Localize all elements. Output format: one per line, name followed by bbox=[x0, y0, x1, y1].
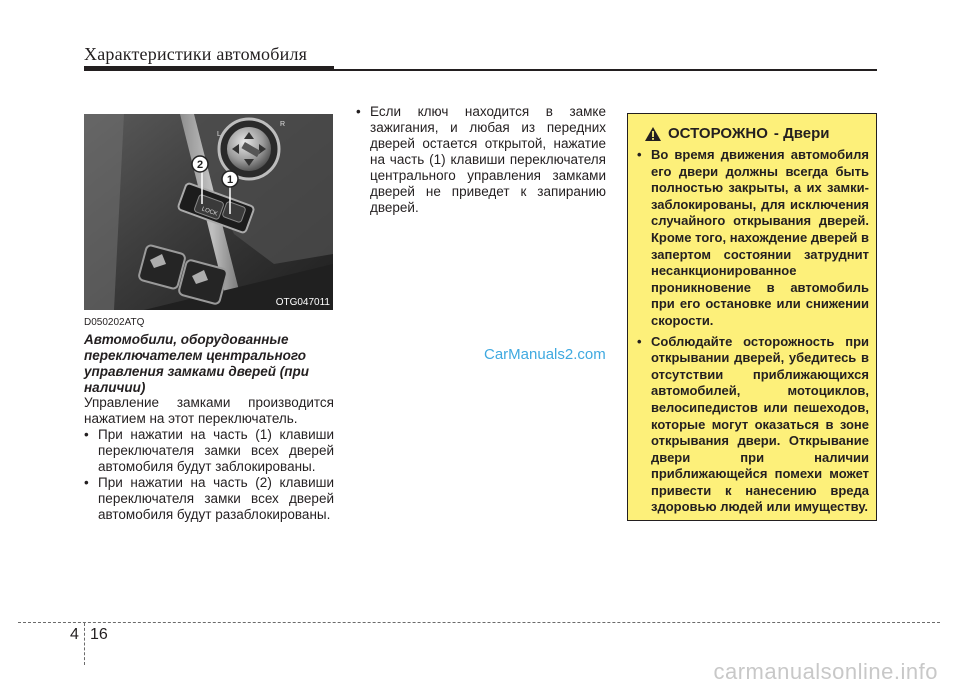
ignition-note-list bbox=[356, 104, 606, 216]
lock-instructions-list bbox=[84, 427, 334, 523]
list-item: • Во время движения автомобиля его двери должны всегда быть полностью закрыты, а их замки-заблокированы, для исключения случайного открывания дверей. Кроме того, нахождение дверей в запертом состоянии затруднит несанкционированное проникновение в автомобиль при его остановке или снижении скорости. bbox=[637, 147, 869, 330]
intro-paragraph: Управление замками производится нажатием на этот переключатель. bbox=[84, 395, 334, 426]
warning-subtitle: - Двери bbox=[773, 125, 830, 142]
label-r: R bbox=[280, 121, 286, 128]
warning-triangle-icon bbox=[644, 126, 662, 142]
header-rule-thick bbox=[84, 66, 334, 71]
page-number: 16 bbox=[90, 626, 108, 643]
list-item: • Если ключ находится в замке зажигания, и любая из передних дверей остается открытой, нажатие на часть (1) клавиши переключателя центрального управления замками дверей не приведет к запиранию дверей. bbox=[356, 104, 606, 216]
list-item: • При нажатии на часть (2) клавиши переключателя замки всех дверей автомобиля будут разаблокированы. bbox=[84, 475, 334, 523]
warning-list bbox=[637, 147, 869, 516]
list-item: • Соблюдайте осторожность при открывании дверей, убедитесь в отсутствии приближающихся автомобилей, мотоциклов, велосипедистов или пешеходов, которые могут оказаться в зоне открывания двери. Открывание двери при наличии приближающейся помехи может привести к нанесению вреда здоровью людей или имуществу. bbox=[637, 334, 869, 517]
callout-2: 2 bbox=[196, 159, 204, 171]
label-l: L bbox=[217, 131, 221, 138]
callout-1: 1 bbox=[226, 174, 234, 186]
chapter-number: 4 bbox=[70, 626, 79, 643]
door-switch-photo bbox=[84, 114, 333, 310]
warning-box bbox=[627, 113, 877, 521]
document-code: D050202ATQ bbox=[84, 317, 145, 328]
carmanuals-watermark: CarManuals2.com bbox=[484, 346, 606, 363]
figure-code: OTG047011 bbox=[275, 297, 330, 308]
label-lock: LOCK bbox=[200, 206, 219, 218]
section-heading: Автомобили, оборудованные переключателем центрального управления замками дверей (при наличии) bbox=[84, 332, 310, 395]
door-switch-illustration bbox=[84, 114, 333, 310]
warning-title bbox=[644, 125, 830, 142]
footer-rule bbox=[18, 622, 940, 623]
footer-divider bbox=[84, 623, 85, 665]
site-watermark: carmanualsonline.info bbox=[713, 659, 938, 684]
warning-title-text: ОСТОРОЖНО bbox=[668, 125, 768, 142]
list-item: • При нажатии на часть (1) клавиши переключателя замки всех дверей автомобиля будут заблокированы. bbox=[84, 427, 334, 475]
header-rule-thin bbox=[334, 69, 877, 71]
page-header-title: Характеристики автомобиля bbox=[84, 44, 308, 64]
